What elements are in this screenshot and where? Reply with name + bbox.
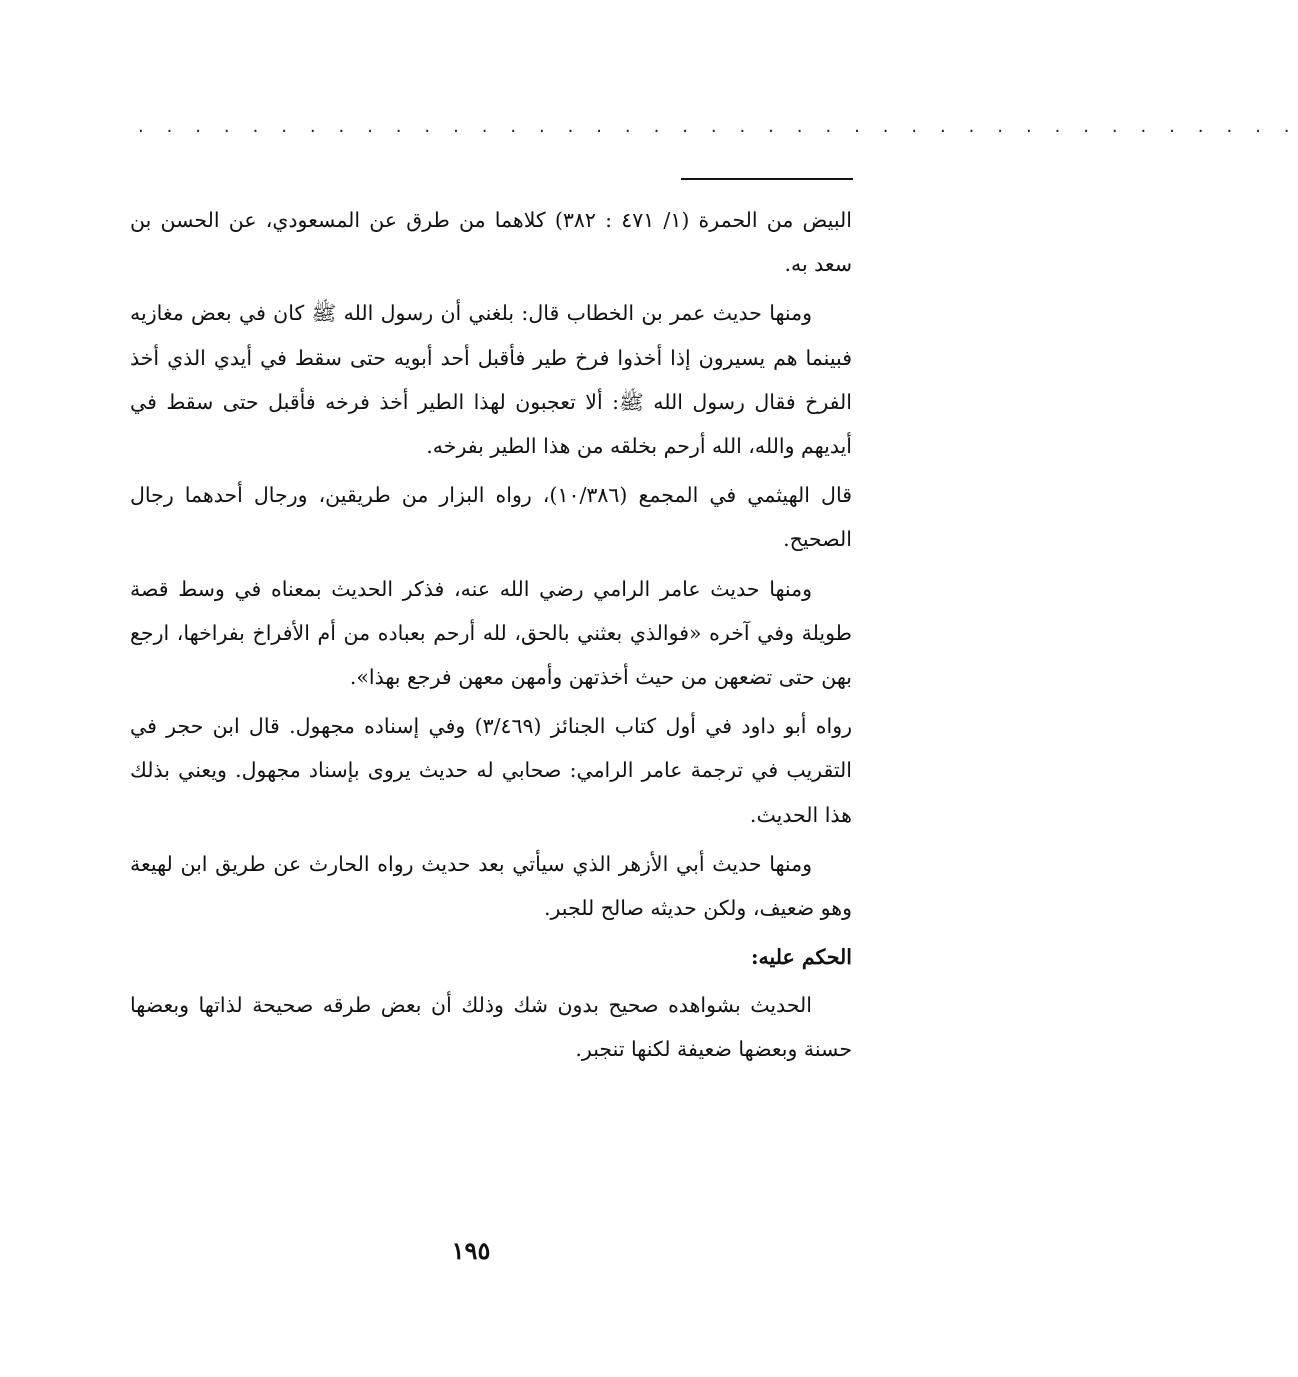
paragraph-umar-hadith: ومنها حديث عمر بن الخطاب قال: بلغني أن رسول الله ﷺ كان في بعض مغازيه فبينما هم يسيرون إذا أخذوا فرخ طير فأقبل أحد أبويه حتى سقط في أيدي الذي أخذ الفرخ فقال رسول الله ﷺ: ألا تعجبون لهذا الطير أخذ فرخه فأقبل حتى سقط في أيديهم والله، الله أرحم بخلقه من هذا الطير بفرخه.: [130, 301, 852, 459]
paragraph-abu-dawud: رواه أبو داود في أول كتاب الجنائز (٣/٤٦٩) وفي إسناده مجهول. قال ابن حجر في التقريب في ترجمة عامر الرامي: صحابي له حديث يروى بإسناد مجهول. ويعني بذلك هذا الحديث.: [130, 714, 852, 827]
footnote-rule: [681, 178, 853, 180]
ruling-body: الحديث بشواهده صحيح بدون شك وذلك أن بعض طرقه صحيحة لذاتها وبعضها حسنة وبعضها ضعيفة لكنها تنجبر.: [130, 993, 852, 1062]
page-body: [130, 198, 852, 1077]
footnote-continuation: البيض من الحمرة (١/ ٤٧١ : ٣٨٢) كلاهما من طرق عن المسعودي، عن الحسن بن سعد به.: [130, 208, 852, 277]
paragraph-abu-azhar: ومنها حديث أبي الأزهر الذي سيأتي بعد حديث رواه الحارث عن طريق ابن لهيعة وهو ضعيف، ولكن حديثه صالح للجبر.: [130, 851, 852, 921]
paragraph-amir-hadith: ومنها حديث عامر الرامي رضي الله عنه، فذكر الحديث بمعناه في وسط قصة طويلة وفي آخره «فوالذي بعثني بالحق، لله أرحم بعباده من أم الأفراخ بفراخها، ارجع بهن حتى تضعهن من حيث أخذتهن وأمهن معهن فرجع بهذا».: [130, 576, 852, 690]
dotted-separator: . . . . . . . . . . . . . . . . . . . . . . . . . . . . . . . . . . . . . . . . .: [138, 116, 1298, 137]
page-number: ١٩٥: [451, 1236, 491, 1265]
ruling-heading: الحكم عليه:: [750, 945, 852, 970]
paragraph-haythami: قال الهيثمي في المجمع (١٠/٣٨٦)، رواه البزار من طريقين، ورجال أحدهما رجال الصحيح.: [130, 483, 852, 552]
